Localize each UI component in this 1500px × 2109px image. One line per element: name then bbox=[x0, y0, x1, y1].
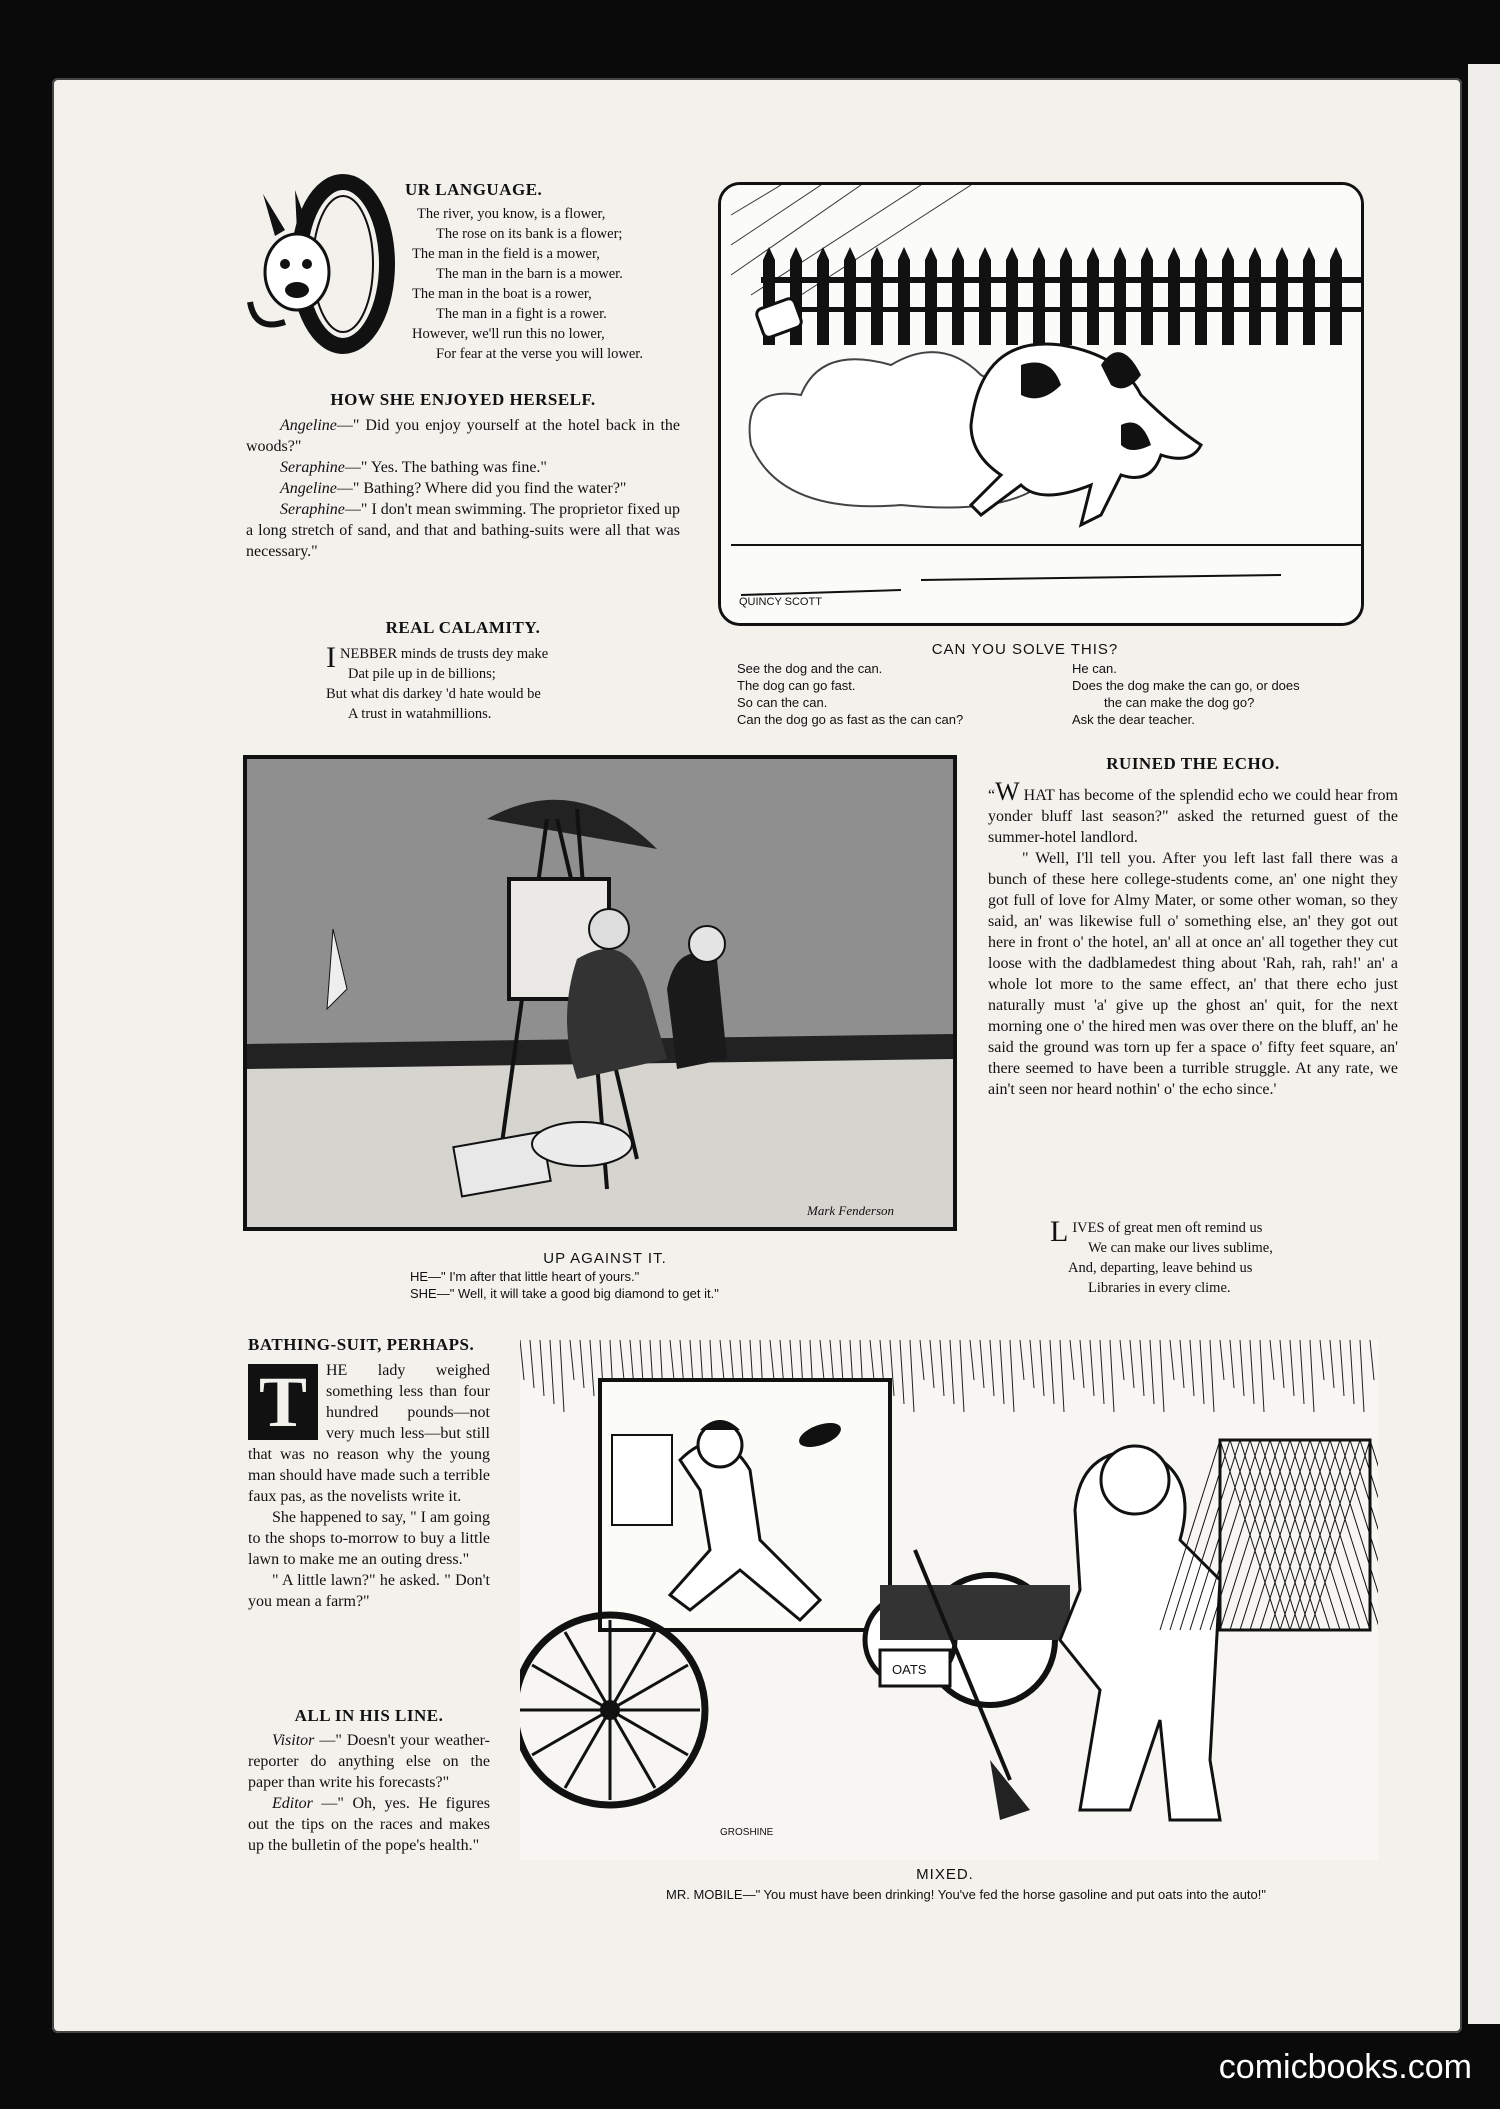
line-text: —" I don't mean swimming. The proprietor fixed up a long stretch of sand, and that and bathing-suits were all that was necessary." bbox=[246, 501, 680, 560]
artist-signature: GROSHINE bbox=[720, 1827, 774, 1838]
paragraph: “W HAT has become of the splendid echo we could hear from yonder bluff last season?" asked the returned guest of the summer-hotel landlord. bbox=[988, 777, 1398, 846]
how-she-enjoyed-body bbox=[246, 415, 680, 562]
paragraph-text: HAT has become of the splendid echo we could hear from yonder bluff last season?" asked the returned guest of the summer-hotel landlord. bbox=[988, 787, 1398, 846]
fence-picket bbox=[817, 247, 829, 345]
paragraph-text: —" Oh, yes. He figures out the tips on the races and makes up the bulletin of the pope's health." bbox=[248, 1795, 490, 1854]
fence-picket bbox=[1222, 247, 1234, 345]
caption-line: Ask the dear teacher. bbox=[1072, 712, 1195, 727]
dog-illustration bbox=[721, 185, 1361, 623]
poem-line: Dat pile up in de billions; bbox=[348, 666, 496, 682]
dog-caption-left bbox=[737, 660, 1067, 728]
paragraph-text: —" Doesn't your weather-reporter do anything else on the paper than write his forecasts?" bbox=[248, 1732, 490, 1791]
bathing-suit-title: BATHING-SUIT, PERHAPS. bbox=[248, 1335, 475, 1354]
dog-caption-title: CAN YOU SOLVE THIS? bbox=[931, 641, 1119, 658]
artist-signature: Mark Fenderson bbox=[807, 1203, 895, 1218]
speaker: Angeline bbox=[280, 417, 337, 434]
speaker: Seraphine bbox=[280, 501, 345, 518]
poem-line: Libraries in every clime. bbox=[1088, 1280, 1231, 1296]
caption-line: the can make the dog go? bbox=[1104, 695, 1255, 710]
poem-line-text: IVES of great men oft remind us bbox=[1072, 1220, 1263, 1236]
fence-picket bbox=[979, 247, 991, 345]
poem-line: The rose on its bank is a flower; bbox=[436, 226, 623, 242]
caption-line: See the dog and the can. bbox=[737, 661, 883, 676]
dialogue-line bbox=[246, 499, 680, 562]
fence-picket bbox=[1330, 247, 1342, 345]
real-calamity-title: REAL CALAMITY. bbox=[385, 618, 541, 637]
poem-line: The man in a fight is a rower. bbox=[436, 306, 607, 322]
poem-line: The man in the boat is a rower, bbox=[412, 286, 592, 302]
lives-poem bbox=[1050, 1215, 1360, 1298]
initial-letter: I bbox=[326, 641, 336, 674]
line-text: —" Did you enjoy yourself at the hotel back in the woods?" bbox=[246, 417, 680, 455]
how-she-enjoyed-title: HOW SHE ENJOYED HERSELF. bbox=[330, 390, 596, 409]
initial-letter: W bbox=[995, 777, 1020, 806]
fence-picket bbox=[898, 247, 910, 345]
fence-picket bbox=[952, 247, 964, 345]
fence-picket bbox=[1195, 247, 1207, 345]
caption-line: SHE—" Well, it will take a good big diamond to get it." bbox=[410, 1286, 719, 1301]
caption-line: HE—" I'm after that little heart of yours." bbox=[410, 1269, 640, 1284]
fence-picket bbox=[844, 247, 856, 345]
fence-picket bbox=[1168, 247, 1180, 345]
initial-letter: L bbox=[1050, 1215, 1069, 1248]
poem-line: But what dis darkey 'd hate would be bbox=[326, 686, 541, 702]
garage-caption-title: MIXED. bbox=[916, 1866, 974, 1883]
fence-picket bbox=[1060, 247, 1072, 345]
dialogue-line bbox=[246, 478, 680, 499]
line-text: —" Bathing? Where did you find the water?" bbox=[336, 480, 627, 497]
caption-line: So can the can. bbox=[737, 695, 828, 710]
poem-line: The man in the field is a mower, bbox=[412, 246, 600, 262]
dog-caption-right bbox=[1072, 660, 1372, 728]
poem-line: For fear at the verse you will lower. bbox=[436, 346, 643, 362]
drop-cap: T bbox=[248, 1364, 318, 1440]
paragraph: " A little lawn?" he asked. " Don't you mean a farm?" bbox=[248, 1572, 490, 1610]
our-language-title: UR LANGUAGE. bbox=[405, 180, 543, 199]
garage-cartoon bbox=[520, 1340, 1378, 1860]
poem-line: The river, you know, is a flower, bbox=[417, 206, 606, 222]
poem-line: A trust in watahmillions. bbox=[348, 706, 492, 722]
garage-illustration bbox=[520, 1340, 1378, 1860]
oats-sign: OATS bbox=[892, 1662, 927, 1677]
our-language-vignette bbox=[245, 172, 405, 357]
speaker: Visitor bbox=[272, 1732, 315, 1749]
speaker: Angeline bbox=[280, 480, 337, 497]
paragraph bbox=[248, 1730, 490, 1793]
fence-picket bbox=[1006, 247, 1018, 345]
paragraph: " Well, I'll tell you. After you left last fall there was a bunch of these here college-students come, an' one night they got full of love for Almy Mater, or some other woman, so they said, an' was likewise full o' something else, an' they got out here in front o' the hotel, an' all at once an' all together they cut loose with the dadblamedest thing about 'Rah, rah, rah!' an' a whole lot more to the same effect, an' that there echo just naturally must 'a' give up the ghost an' quit, for the next morning one o' the hired men was over there on the bluff, an' he said the ground was torn up fer a space o' fifty feet square, an' there seemed to have been a turrible struggle. At any rate, we ain't seen nor heard nothin' o' the echo since.' bbox=[988, 850, 1398, 1098]
all-in-line-title: ALL IN HIS LINE. bbox=[294, 1706, 444, 1725]
garage-caption: MR. MOBILE—" You must have been drinking! You've fed the horse gasoline and put oats into the auto!" bbox=[666, 1887, 1266, 1902]
dialogue-line bbox=[246, 415, 680, 457]
all-in-line-body bbox=[248, 1730, 490, 1856]
caption-line: Can the dog go as fast as the can can? bbox=[737, 712, 964, 727]
fence-picket bbox=[925, 247, 937, 345]
fence-picket bbox=[1249, 247, 1261, 345]
paragraph-text: HE lady weighed something less than four hundred pounds—not very much less—but still that was no reason why the young man should have made such a terrible faux pas, as the novelists write it. bbox=[248, 1362, 490, 1505]
bathing-suit-body bbox=[248, 1360, 490, 1612]
beach-cartoon bbox=[243, 755, 957, 1231]
line-text: —" Yes. The bathing was fine." bbox=[344, 459, 547, 476]
poem-line: However, we'll run this no lower, bbox=[412, 326, 605, 342]
real-calamity-poem bbox=[326, 641, 626, 724]
artist-signature: QUINCY SCOTT bbox=[739, 596, 822, 608]
fence-picket bbox=[1303, 247, 1315, 345]
beach-illustration bbox=[247, 759, 953, 1227]
fence-picket bbox=[1114, 247, 1126, 345]
poem-line: And, departing, leave behind us bbox=[1068, 1260, 1253, 1276]
caption-line: Does the dog make the can go, or does bbox=[1072, 678, 1300, 693]
caption-line: The dog can go fast. bbox=[737, 678, 856, 693]
fence-picket bbox=[871, 247, 883, 345]
ruined-echo-body bbox=[988, 778, 1398, 1100]
paragraph bbox=[248, 1360, 490, 1507]
speaker: Seraphine bbox=[280, 459, 345, 476]
poem-line: The man in the barn is a mower. bbox=[436, 266, 623, 282]
paragraph: She happened to say, " I am going to the shops to-morrow to buy a little lawn to make me an outing dress." bbox=[248, 1509, 490, 1568]
poem-line: We can make our lives sublime, bbox=[1088, 1240, 1273, 1256]
caption-line: He can. bbox=[1072, 661, 1117, 676]
beach-caption bbox=[410, 1268, 850, 1302]
dialogue-line bbox=[246, 457, 680, 478]
our-language-poem bbox=[412, 204, 682, 364]
next-page-edge bbox=[1468, 64, 1500, 2024]
paragraph bbox=[248, 1793, 490, 1856]
beach-caption-title: UP AGAINST IT. bbox=[543, 1250, 667, 1267]
poem-line-text: NEBBER minds de trusts dey make bbox=[340, 646, 549, 662]
ruined-echo-title: RUINED THE ECHO. bbox=[1106, 754, 1280, 773]
fence-picket bbox=[1087, 247, 1099, 345]
speaker: Editor bbox=[272, 1795, 313, 1812]
fence-picket bbox=[1276, 247, 1288, 345]
fence-picket bbox=[1033, 247, 1045, 345]
dog-cartoon bbox=[718, 182, 1364, 626]
watermark: comicbooks.com bbox=[1218, 2048, 1472, 2086]
fence-picket bbox=[1141, 247, 1153, 345]
